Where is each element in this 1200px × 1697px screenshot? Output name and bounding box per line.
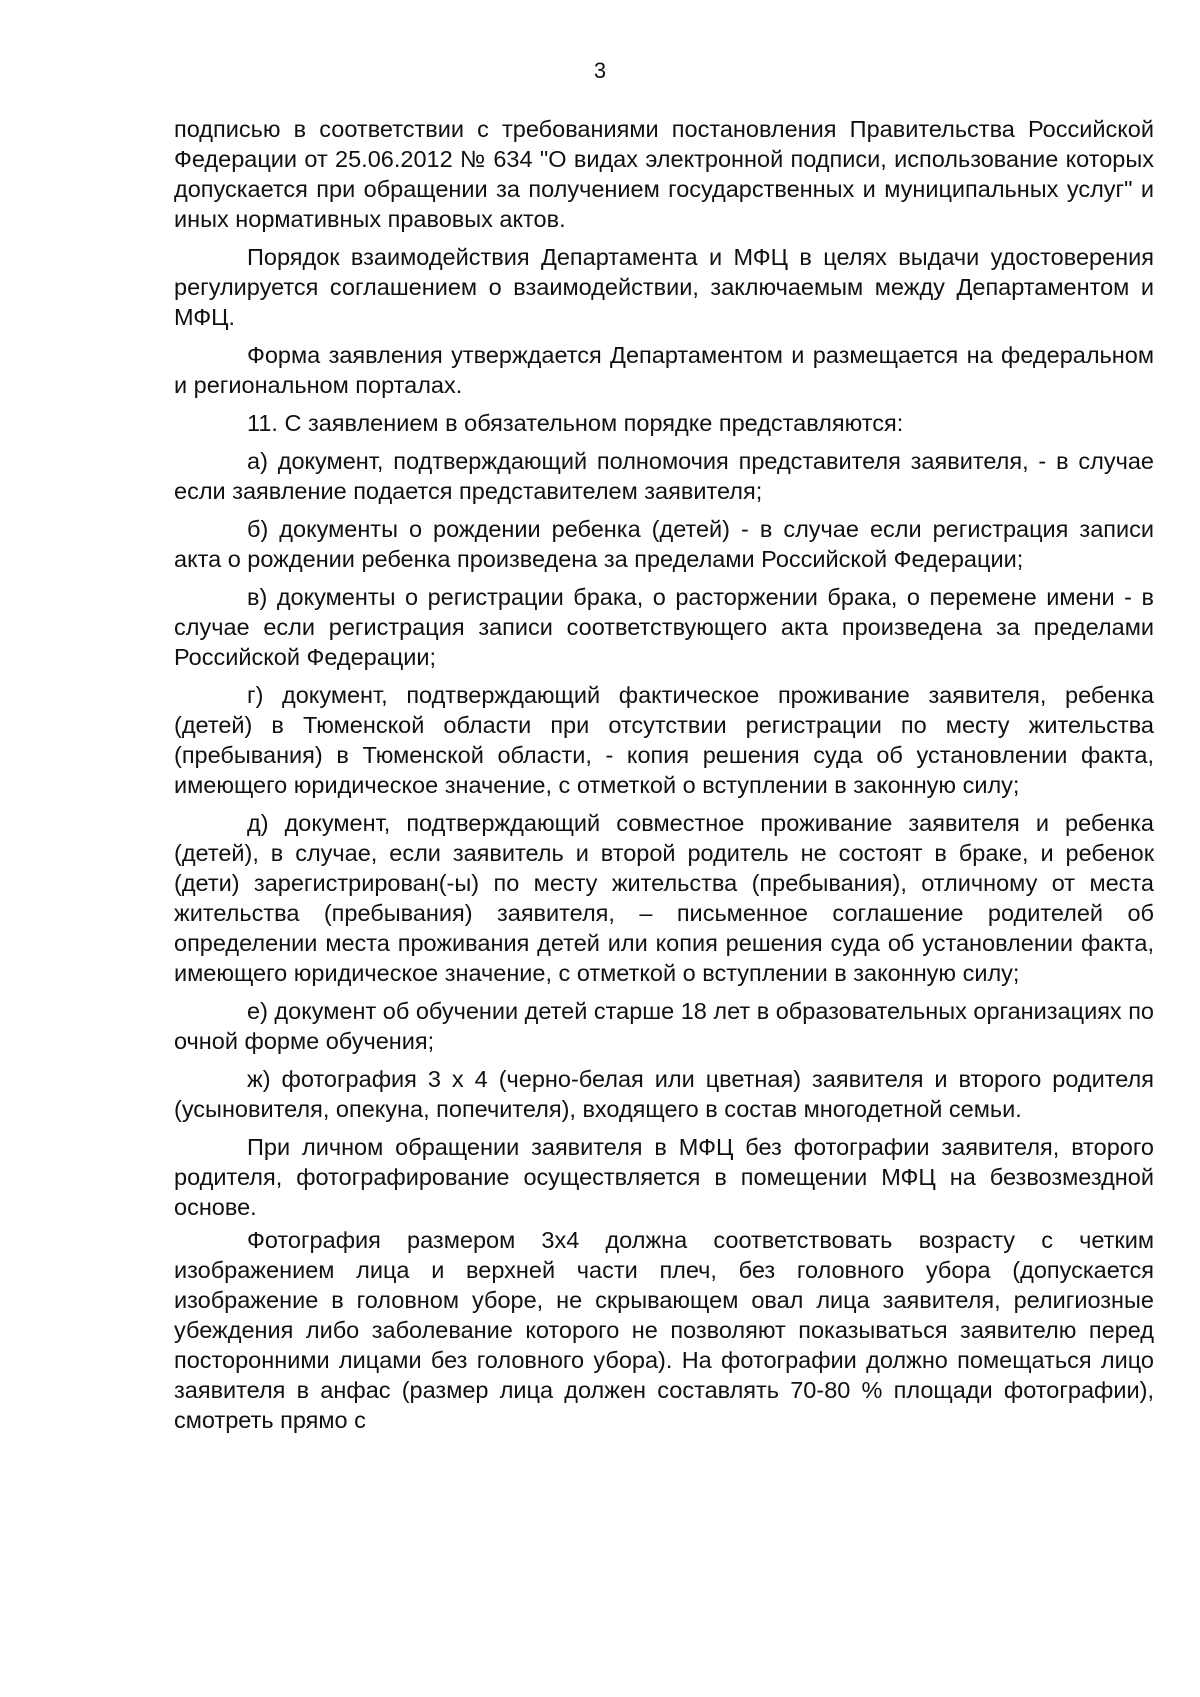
list-item-a: а) документ, подтверждающий полномочия представителя заявителя, - в случае если заявление подается представителем заявителя; xyxy=(174,448,1154,504)
list-item-d: д) документ, подтверждающий совместное проживание заявителя и ребенка (детей), в случае, если заявитель и второй родитель не состоят в браке, и ребенок (дети) зарегистрирован(-ы) по месту жительства (пребывания), отличному от места жительства (пребывания) заявителя, – письменное соглашение родителей об определении места проживания детей или копия решения суда об установлении факта, имеющего юридическое значение, с отметкой о вступлении в законную силу; xyxy=(174,810,1154,986)
paragraph-signature-continuation: подписью в соответствии с требованиями постановления Правительства Российской Федерации от 25.06.2012 № 634 "О видах электронной подписи, использование которых допускается при обращении за получением государственных и муниципальных услуг" и иных нормативных правовых актов. xyxy=(174,116,1154,232)
page-number: 3 xyxy=(593,58,607,83)
paragraph-photo-requirements: Фотография размером 3х4 должна соответствовать возрасту с четким изображением лица и верхней части плеч, без головного убора (допускается изображение в головном уборе, не скрывающем овал лица заявителя, религиозные убеждения либо заболевание которого не позволяют показываться заявителю перед посторонними лицами без головного убора). На фотографии должно помещаться лицо заявителя в анфас (размер лица должен составлять 70-80 % площади фотографии), смотреть прямо с xyxy=(174,1227,1154,1433)
list-item-v: в) документы о регистрации брака, о расторжении брака, о перемене имени - в случае если регистрация записи соответствующего акта произведена за пределами Российской Федерации; xyxy=(174,584,1154,670)
paragraph-photo-at-mfc: При личном обращении заявителя в МФЦ без фотографии заявителя, второго родителя, фотографирование осуществляется в помещении МФЦ на безвозмездной основе. xyxy=(174,1134,1154,1220)
paragraph-item-11: 11. С заявлением в обязательном порядке представляются: xyxy=(247,410,904,436)
document-body xyxy=(174,114,1154,1443)
paragraph-application-form: Форма заявления утверждается Департаментом и размещается на федеральном и региональном порталах. xyxy=(174,342,1154,398)
list-item-g: г) документ, подтверждающий фактическое проживание заявителя, ребенка (детей) в Тюменской области при отсутствии регистрации по месту жительства (пребывания) в Тюменской области, - копия решения суда об установлении факта, имеющего юридическое значение, с отметкой о вступлении в законную силу; xyxy=(174,682,1154,798)
list-item-zh: ж) фотография 3 х 4 (черно-белая или цветная) заявителя и второго родителя (усыновителя, опекуна, попечителя), входящего в состав многодетной семьи. xyxy=(174,1066,1154,1122)
list-item-b: б) документы о рождении ребенка (детей) - в случае если регистрация записи акта о рождении ребенка произведена за пределами Российской Федерации; xyxy=(174,516,1154,572)
paragraph-interaction-procedure: Порядок взаимодействия Департамента и МФЦ в целях выдачи удостоверения регулируется соглашением о взаимодействии, заключаемым между Департаментом и МФЦ. xyxy=(174,244,1154,330)
list-item-e: е) документ об обучении детей старше 18 лет в образовательных организациях по очной форме обучения; xyxy=(174,998,1154,1054)
